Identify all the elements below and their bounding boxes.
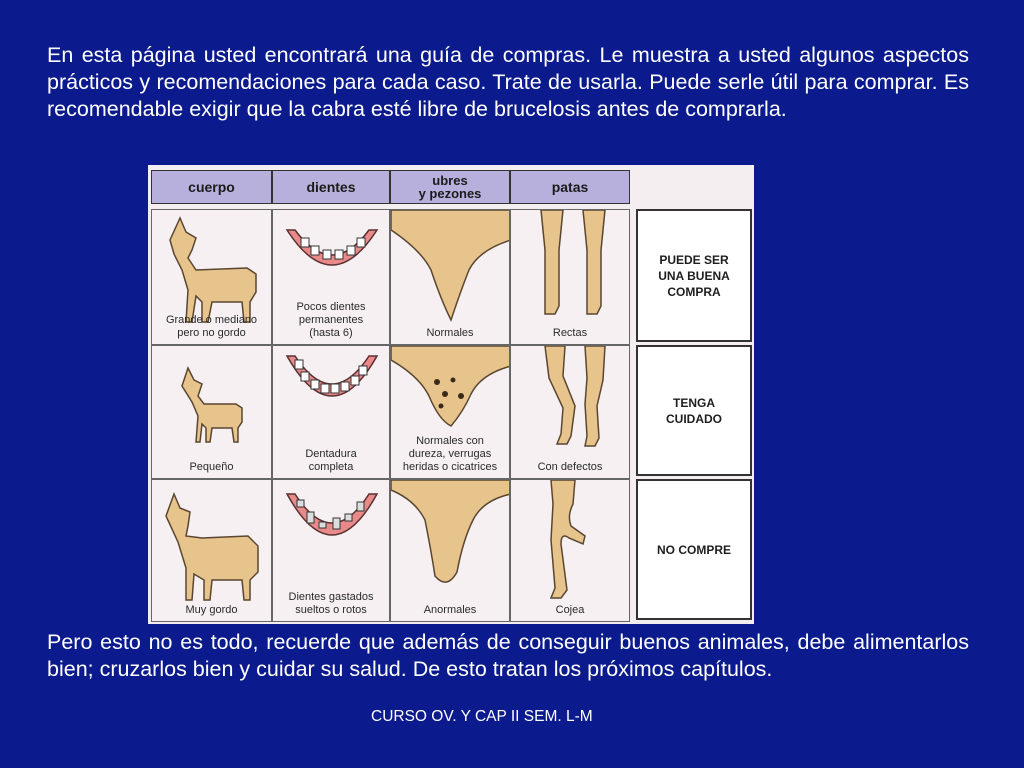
header-ubres: ubres y pezones bbox=[390, 170, 510, 204]
header-patas: patas bbox=[510, 170, 630, 204]
caption-con-defectos: Con defectos bbox=[537, 461, 603, 473]
goat-buying-guide-image bbox=[148, 165, 754, 624]
cell-dientes-row1 bbox=[272, 209, 390, 345]
caption-anormales: Anormales bbox=[423, 604, 477, 616]
caption-pocos-dientes: Pocos dientes permanentes (hasta 6) bbox=[296, 301, 366, 339]
cell-ubres-row2 bbox=[390, 345, 510, 479]
caption-normales: Normales bbox=[426, 327, 474, 339]
caption-dureza-verrugas: Normales con dureza, verrugas heridas o cicatrices bbox=[402, 435, 498, 473]
caption-rectas: Rectas bbox=[552, 327, 588, 339]
cell-patas-row1 bbox=[510, 209, 630, 345]
cell-ubres-row1 bbox=[390, 209, 510, 345]
limping-leg-illustration bbox=[511, 480, 630, 622]
small-goat-illustration bbox=[152, 346, 272, 479]
header-cuerpo: cuerpo bbox=[151, 170, 272, 204]
cell-cuerpo-row3 bbox=[151, 479, 272, 622]
cell-dientes-row2 bbox=[272, 345, 390, 479]
abnormal-udder-illustration bbox=[391, 480, 510, 622]
cell-cuerpo-row1 bbox=[151, 209, 272, 345]
footer-course-label: CURSO OV. Y CAP II SEM. L-M bbox=[371, 708, 593, 725]
normal-udder-illustration bbox=[391, 210, 510, 345]
cell-patas-row3 bbox=[510, 479, 630, 622]
intro-paragraph: En esta página usted encontrará una guía de compras. Le muestra a usted algunos aspectos prácticos y recomendaciones para cada caso. Trate de usarla. Puede serle útil para comprar. Es recomendable exigir que la cabra esté libre de brucelosis antes de comprarla. bbox=[47, 43, 969, 121]
verdict-no-compre: NO COMPRE bbox=[636, 479, 752, 620]
cell-cuerpo-row2 bbox=[151, 345, 272, 479]
caption-muy-gordo: Muy gordo bbox=[185, 604, 238, 616]
caption-grande: Grande o mediano pero no gordo bbox=[165, 314, 258, 339]
straight-legs-illustration bbox=[511, 210, 630, 345]
caption-dentadura-completa: Dentadura completa bbox=[305, 448, 357, 473]
caption-pequeno: Pequeño bbox=[189, 461, 234, 473]
cell-dientes-row3 bbox=[272, 479, 390, 622]
verdict-buena-compra: PUEDE SER UNA BUENA COMPRA bbox=[636, 209, 752, 342]
cell-ubres-row3 bbox=[390, 479, 510, 622]
header-dientes: dientes bbox=[272, 170, 390, 204]
verdict-tenga-cuidado: TENGA CUIDADO bbox=[636, 345, 752, 476]
closing-paragraph: Pero esto no es todo, recuerde que además de conseguir buenos animales, debe alimentarlos bien; cruzarlos bien y cuidar su salud. De esto tratan los próximos capítulos. bbox=[47, 630, 969, 681]
fat-goat-illustration bbox=[152, 480, 272, 622]
defective-legs-illustration bbox=[511, 346, 630, 479]
caption-dientes-gastados: Dientes gastados sueltos o rotos bbox=[288, 591, 374, 616]
cell-patas-row2 bbox=[510, 345, 630, 479]
caption-cojea: Cojea bbox=[555, 604, 585, 616]
